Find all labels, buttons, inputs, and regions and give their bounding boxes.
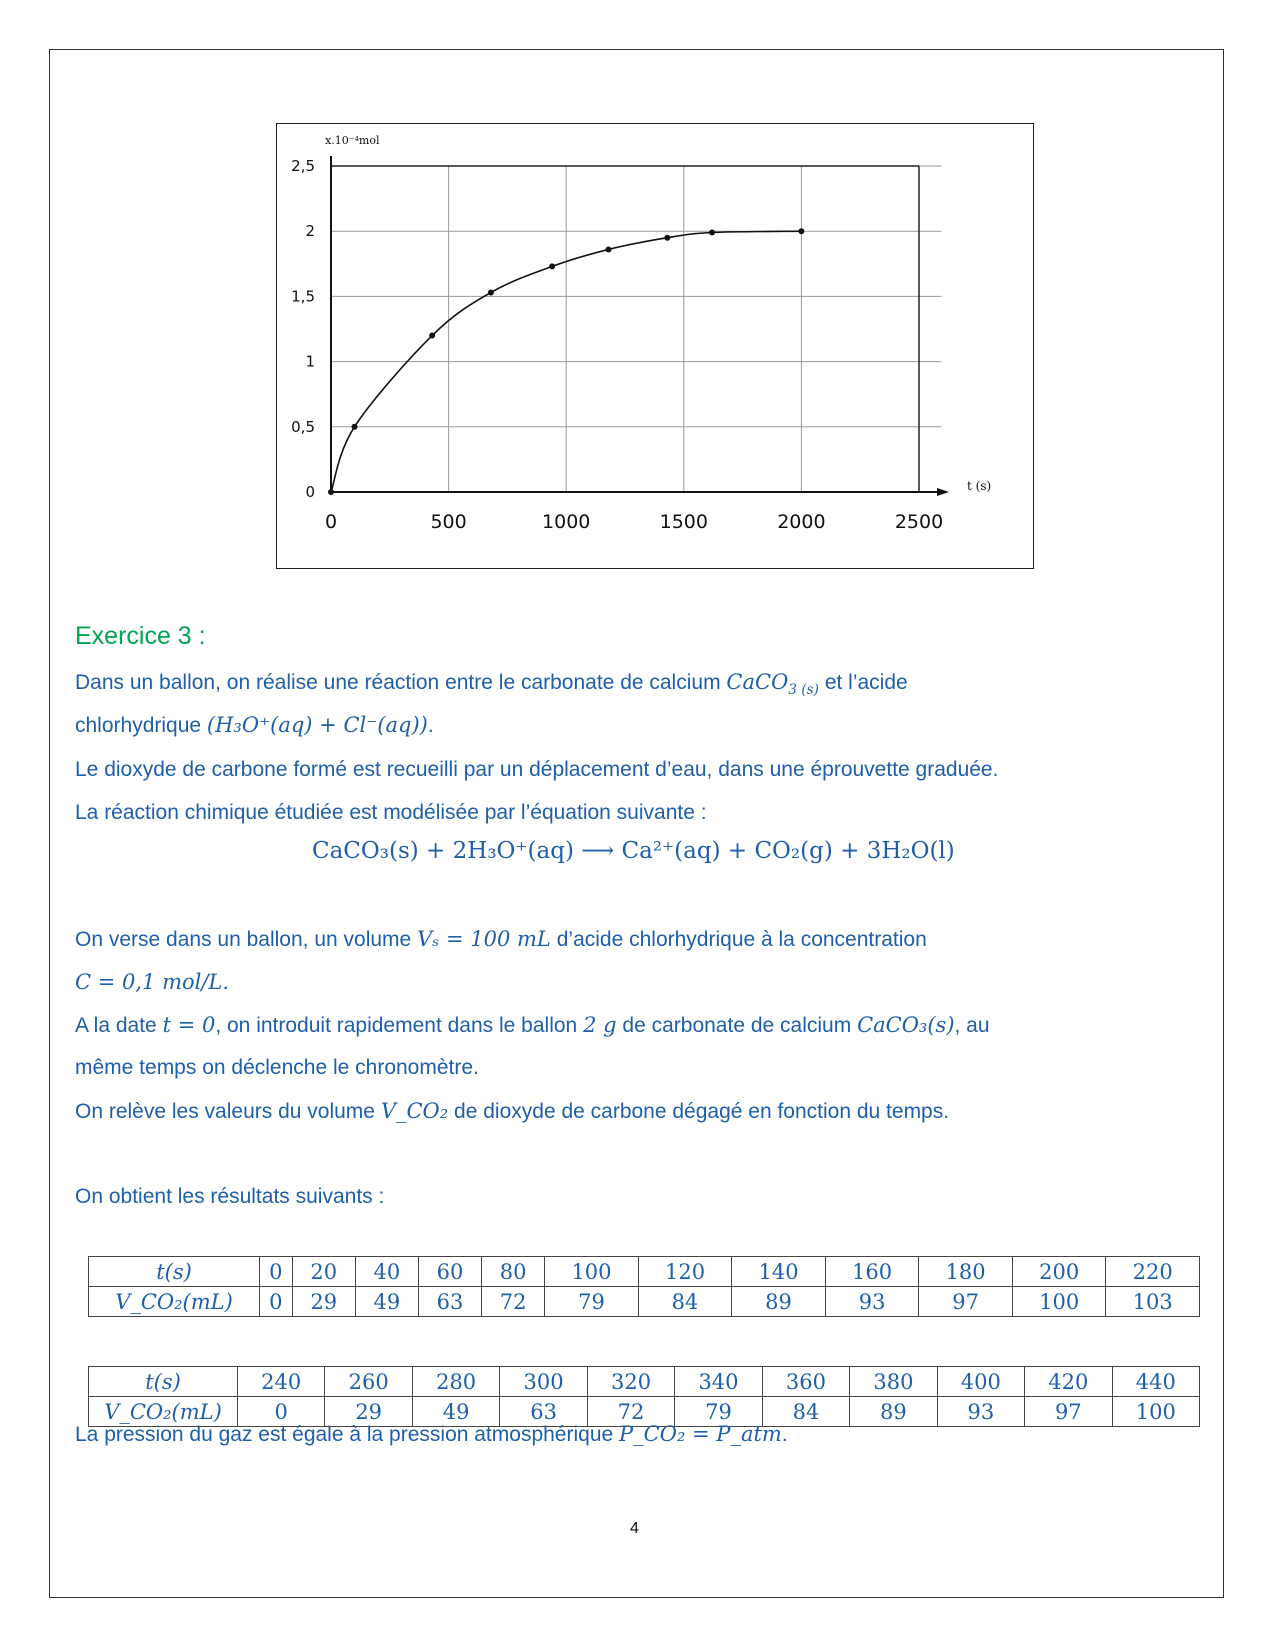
table-cell-volume: 63: [418, 1287, 481, 1317]
table-cell-volume: 97: [1025, 1397, 1112, 1427]
p1-text-b: et l’acide: [824, 671, 908, 694]
table-cell-volume: 79: [675, 1397, 762, 1427]
table-cell-volume: 0: [260, 1287, 293, 1317]
table-cell-volume: 89: [732, 1287, 826, 1317]
paragraph-8: [75, 1099, 949, 1124]
y-tick-label: 0: [305, 483, 315, 501]
paragraph-6: [75, 1013, 990, 1038]
table-cell-time: 100: [545, 1257, 639, 1287]
table-cell-volume: 89: [850, 1397, 937, 1427]
chart-panel: [276, 123, 1034, 569]
table-cell-time: 40: [355, 1257, 418, 1287]
data-point: [798, 228, 804, 234]
table-cell-time: 0: [260, 1257, 293, 1287]
data-point: [429, 333, 435, 339]
table-cell-volume: 97: [919, 1287, 1013, 1317]
data-point: [488, 289, 494, 295]
data-point: [606, 246, 612, 252]
x-axis-arrow-icon: [937, 488, 949, 496]
table-cell-time: 140: [732, 1257, 826, 1287]
table-cell-volume: 29: [325, 1397, 412, 1427]
p5-text-b: d’acide chlorhydrique à la concentration: [556, 928, 927, 951]
paragraph-9: On obtient les résultats suivants :: [75, 1185, 385, 1208]
concentration-line: [75, 970, 229, 995]
table-cell-volume: 49: [412, 1397, 499, 1427]
table-cell-time: 240: [238, 1367, 325, 1397]
paragraph-7: même temps on déclenche le chronomètre.: [75, 1056, 479, 1079]
x-axis-label: t (s): [967, 479, 992, 493]
table-cell-volume: 84: [638, 1287, 732, 1317]
table-cell-volume: 103: [1106, 1287, 1200, 1317]
caco3-formula-2: CaCO₃(s): [857, 1013, 955, 1037]
x-tick-label: 2500: [894, 511, 944, 533]
p10-text-b: .: [781, 1423, 788, 1446]
table-cell-time: 20: [292, 1257, 355, 1287]
table-cell-time: 80: [482, 1257, 545, 1287]
table-row-time: [89, 1367, 1200, 1397]
table-cell-volume: 29: [292, 1287, 355, 1317]
table-cell-volume: 100: [1112, 1397, 1199, 1427]
table-cell-time: 440: [1112, 1367, 1199, 1397]
table-cell-time: 260: [325, 1367, 412, 1397]
x-tick-label: 1500: [659, 511, 708, 533]
paragraph-3: Le dioxyde de carbone formé est recueilli par un déplacement d’eau, dans une éprouvette graduée.: [75, 758, 999, 781]
paragraph-1: [75, 670, 908, 698]
table-cell-time: 160: [825, 1257, 919, 1287]
table-cell-volume: 93: [937, 1397, 1024, 1427]
concentration: C = 0,1 mol/L.: [75, 970, 230, 994]
data-point: [352, 424, 358, 430]
data-point: [709, 230, 715, 236]
y-tick-label: 0,5: [291, 417, 315, 436]
table-row-volume: [89, 1287, 1200, 1317]
table-cell-volume: 72: [482, 1287, 545, 1317]
paragraph-4: La réaction chimique étudiée est modélisée par l’équation suivante :: [75, 801, 707, 824]
table-cell-time: 340: [675, 1367, 762, 1397]
y-tick-label: 1,5: [291, 287, 315, 306]
table-cell-volume: 49: [355, 1287, 418, 1317]
paragraph-5: [75, 927, 927, 952]
table-cell-volume: 63: [500, 1397, 587, 1427]
table-cell-volume: 79: [545, 1287, 639, 1317]
y-tick-label: 2,5: [291, 157, 315, 175]
y-tick-label: 1: [305, 352, 315, 371]
table-cell-time: 60: [418, 1257, 481, 1287]
x-tick-label: 1000: [542, 511, 591, 533]
reaction-equation: CaCO₃(s) + 2H₃O⁺(aq) ⟶ Ca²⁺(aq) + CO₂(g) + 3H₂O(l): [312, 838, 955, 864]
table-cell-volume: 0: [238, 1397, 325, 1427]
p1-text-a: Dans un ballon, on réalise une réaction entre le carbonate de calcium: [75, 671, 721, 694]
t-zero: t = 0: [162, 1013, 216, 1037]
table-cell-time: 180: [919, 1257, 1013, 1287]
caco3-formula: CaCO$_{3 (s)}$: [726, 670, 819, 699]
table-cell-time: 400: [937, 1367, 1024, 1397]
table-cell-volume: 100: [1012, 1287, 1106, 1317]
results-table-2: [88, 1366, 1200, 1427]
data-point: [549, 263, 555, 269]
table-cell-time: 200: [1012, 1257, 1106, 1287]
table-cell-volume: 93: [825, 1287, 919, 1317]
table-cell-time: 280: [412, 1367, 499, 1397]
table-header-volume: V_CO₂(mL): [89, 1287, 260, 1317]
p8-text-a: On relève les valeurs du volume: [75, 1100, 375, 1123]
table-cell-volume: 84: [762, 1397, 849, 1427]
paragraph-10: [75, 1422, 788, 1447]
table-cell-time: 380: [850, 1367, 937, 1397]
reaction-advancement-chart: [277, 124, 1033, 568]
table-row-time: [89, 1257, 1200, 1287]
y-axis-label: x.10⁻⁴mol: [325, 134, 380, 147]
vco2-symbol: V_CO₂: [380, 1099, 449, 1123]
table-header-time: t(s): [89, 1257, 260, 1287]
table-cell-volume: 72: [587, 1397, 674, 1427]
pressure-equation: P_CO₂ = P_atm: [619, 1422, 782, 1446]
y-tick-label: 2: [305, 222, 315, 241]
table-cell-time: 320: [587, 1367, 674, 1397]
p2-text: chlorhydrique: [75, 714, 202, 737]
p5-text-a: On verse dans un ballon, un volume: [75, 928, 412, 951]
table-cell-time: 360: [762, 1367, 849, 1397]
p6-text-b: , on introduit rapidement dans le ballon: [215, 1014, 578, 1037]
mass: 2 g: [583, 1013, 617, 1037]
page-number: 4: [630, 1520, 639, 1537]
table-header-volume: V_CO₂(mL): [89, 1397, 238, 1427]
x-tick-label: 2000: [777, 511, 826, 533]
exercise-title: Exercice 3 :: [75, 622, 206, 650]
table-cell-time: 300: [500, 1367, 587, 1397]
x-tick-label: 500: [430, 511, 467, 533]
p6-text-a: A la date: [75, 1014, 157, 1037]
p8-text-b: de dioxyde de carbone dégagé en fonction du temps.: [454, 1100, 950, 1123]
results-table-1: [88, 1256, 1200, 1317]
table-cell-time: 420: [1025, 1367, 1112, 1397]
p6-text-c: de carbonate de calcium: [622, 1014, 852, 1037]
p10-text-a: La pression du gaz est égale à la pression atmosphérique: [75, 1423, 614, 1446]
x-tick-label: 0: [324, 511, 338, 533]
table-cell-time: 220: [1106, 1257, 1200, 1287]
p6-text-d: , au: [954, 1014, 990, 1037]
data-point: [664, 235, 670, 241]
paragraph-2: chlorhydrique (H₃O⁺(aq) + Cl⁻(aq)).: [75, 713, 434, 737]
volume-vs: Vₛ = 100 mL: [417, 927, 551, 951]
acid-formula: (H₃O⁺(aq) + Cl⁻(aq)): [206, 713, 428, 737]
data-point: [328, 489, 334, 495]
table-header-time: t(s): [89, 1367, 238, 1397]
table-cell-time: 120: [638, 1257, 732, 1287]
